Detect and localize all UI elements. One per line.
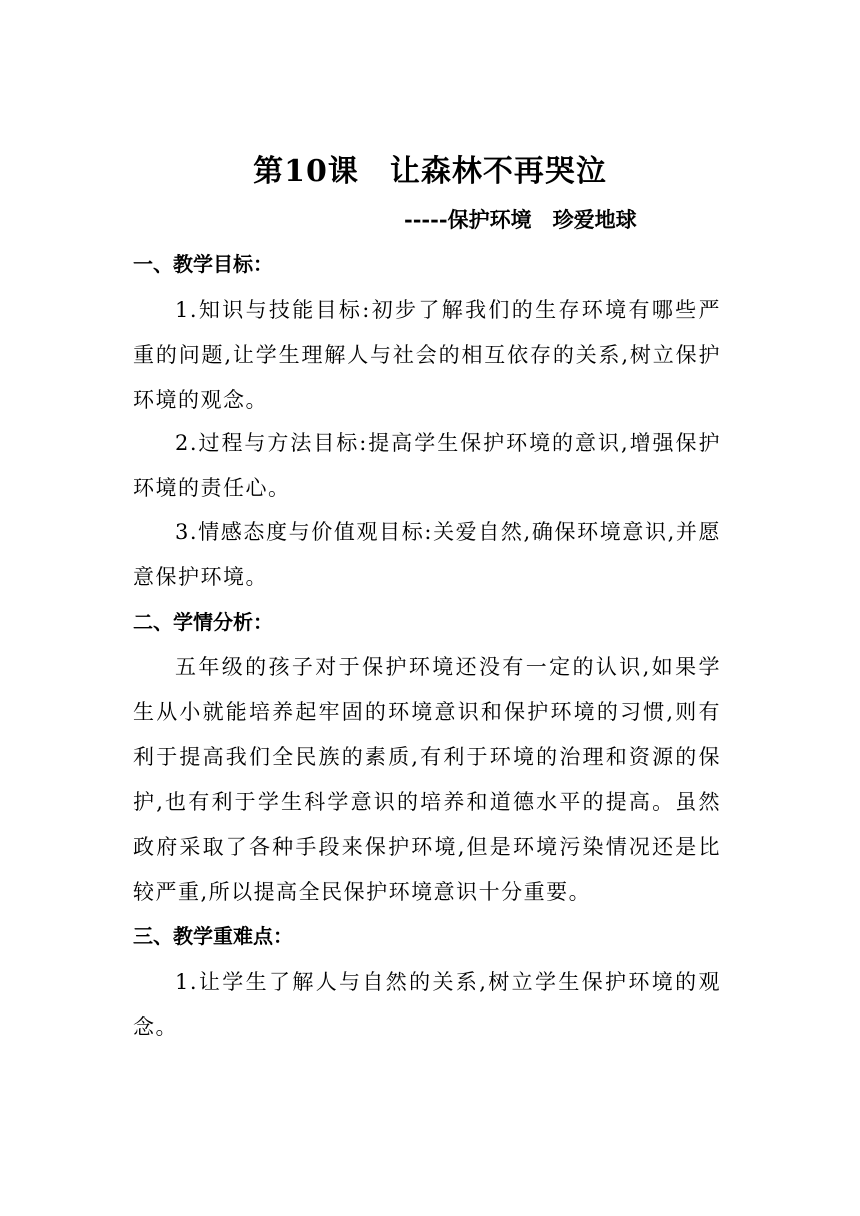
goal-paragraph-knowledge: 1.知识与技能目标:初步了解我们的生存环境有哪些严重的问题,让学生理解人与社会的相互依存的关系,树立保护环境的观念。 bbox=[133, 298, 721, 412]
section-heading-goals: 一、教学目标： bbox=[133, 252, 273, 276]
analysis-paragraph: 五年级的孩子对于保护环境还没有一定的认识,如果学生从小就能培养起牢固的环境意识和保护环境的习惯,则有利于提高我们全民族的素质,有利于环境的治理和资源的保护,也有利于学生科学意识的培养和道德水平的提高。虽然政府采取了各种手段来保护环境,但是环境污染情况还是比较严重,所以提高全民保护环境意识十分重要。 bbox=[133, 655, 721, 904]
section-heading-key-points: 三、教学重难点： bbox=[133, 924, 293, 948]
goal-paragraph-process: 2.过程与方法目标:提高学生保护环境的意识,增强保护环境的责任心。 bbox=[133, 431, 721, 500]
goal-paragraph-attitude: 3.情感态度与价值观目标:关爱自然,确保环境意识,并愿意保护环境。 bbox=[133, 520, 721, 589]
lesson-subtitle: -----保护环境 珍爱地球 bbox=[404, 207, 637, 232]
key-point-paragraph: 1.让学生了解人与自然的关系,树立学生保护环境的观念。 bbox=[133, 970, 721, 1039]
lesson-title: 第10课 让森林不再哭泣 bbox=[253, 154, 607, 189]
section-heading-analysis: 二、学情分析： bbox=[133, 610, 273, 634]
